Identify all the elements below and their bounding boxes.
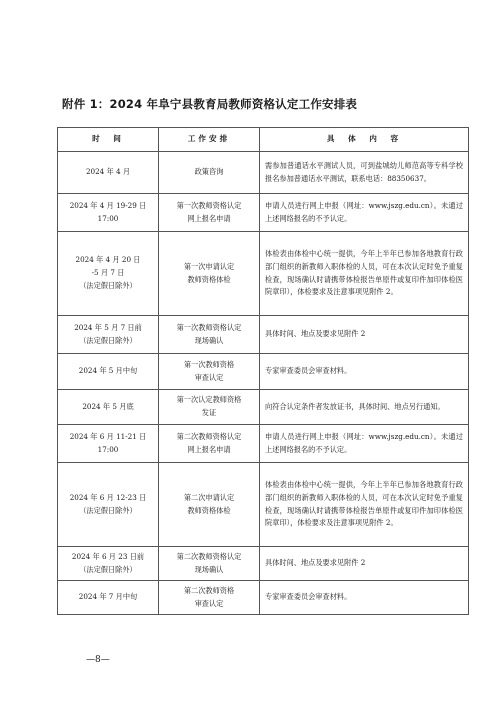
header-time: 时 间 — [58, 128, 159, 152]
table-row — [58, 194, 469, 232]
row-detail: 具体时间、地点及要求见附件 2 — [260, 547, 469, 581]
row-detail: 具体时间、地点及要求见附件 2 — [260, 316, 469, 354]
row-detail: 需参加普通话水平测试人员，可到盐城幼儿师范高等专科学校报名参加普通话水平测试，联系电话：88350637。 — [260, 152, 469, 194]
row-time: 2024 年 6 月 23 日前 （法定假日除外） — [58, 547, 159, 581]
row-time: 2024 年 6 月 12-23 日 （法定假日除外） — [58, 463, 159, 547]
table-row — [58, 390, 469, 425]
row-time: 2024 年 5 月中旬 — [58, 354, 159, 390]
schedule-table — [57, 127, 469, 615]
page-title: 附件 1：2024 年阜宁县教育局教师资格认定工作安排表 — [62, 97, 358, 111]
row-task: 第一次教师资格认定 网上报名申请 — [159, 194, 260, 232]
table-row — [58, 425, 469, 463]
row-detail: 专家审查委员会审查材料。 — [260, 581, 469, 615]
table-row — [58, 354, 469, 390]
row-task: 第一次教师资格认定 现场确认 — [159, 316, 260, 354]
row-time: 2024 年 6 月 11-21 日 17:00 — [58, 425, 159, 463]
row-detail: 向符合认定条件者发放证书，具体时间、地点另行通知。 — [260, 390, 469, 425]
row-task: 第二次申请认定 教师资格体检 — [159, 463, 260, 547]
table-row — [58, 316, 469, 354]
row-detail: 体检表由体检中心统一提供，今年上半年已参加各地教育行政部门组织的新教师入职体检的人员，可在本次认定时免予重复检查，现场确认时请携带体检报告单原件或复印件加印体检医院章印），体检要求及注意事项见附件 2。 — [260, 463, 469, 547]
row-time: 2024 年 5 月 7 日前 （法定假日除外） — [58, 316, 159, 354]
table-row — [58, 152, 469, 194]
row-task: 政策咨询 — [159, 152, 260, 194]
page-number: —8— — [86, 655, 110, 665]
table-header-row — [58, 128, 469, 152]
table-row — [58, 581, 469, 615]
row-task: 第二次教师资格 审查认定 — [159, 581, 260, 615]
table-row — [58, 463, 469, 547]
row-time: 2024 年 4 月 20 日 -5 月 7 日 （法定假日除外） — [58, 232, 159, 316]
row-task: 第二次教师资格认定 网上报名申请 — [159, 425, 260, 463]
row-detail: 体检表由体检中心统一提供，今年上半年已参加各地教育行政部门组织的新教师入职体检的人员，可在本次认定时免予重复检查，现场确认时请携带体检报告单原件或复印件加印体检医院章印），体检要求及注意事项见附件 2。 — [260, 232, 469, 316]
row-time: 2024 年 5 月底 — [58, 390, 159, 425]
header-detail: 具 体 内 容 — [260, 128, 469, 152]
row-detail: 申请人员进行网上申报（网址：www.jszg.edu.cn）。未通过上述网络报名的不予认定。 — [260, 425, 469, 463]
row-task: 第一次教师资格 审查认定 — [159, 354, 260, 390]
row-detail: 申请人员进行网上申报（网址：www.jszg.edu.cn）。未通过上述网络报名的不予认定。 — [260, 194, 469, 232]
table-row — [58, 547, 469, 581]
row-task: 第二次教师资格认定 现场确认 — [159, 547, 260, 581]
row-time: 2024 年 4 月 19-29 日 17:00 — [58, 194, 159, 232]
row-task: 第一次认定教师资格 发证 — [159, 390, 260, 425]
row-time: 2024 年 4 月 — [58, 152, 159, 194]
header-task: 工作安排 — [159, 128, 260, 152]
row-time: 2024 年 7 月中旬 — [58, 581, 159, 615]
row-detail: 专家审查委员会审查材料。 — [260, 354, 469, 390]
row-task: 第一次申请认定 教师资格体检 — [159, 232, 260, 316]
table-row — [58, 232, 469, 316]
